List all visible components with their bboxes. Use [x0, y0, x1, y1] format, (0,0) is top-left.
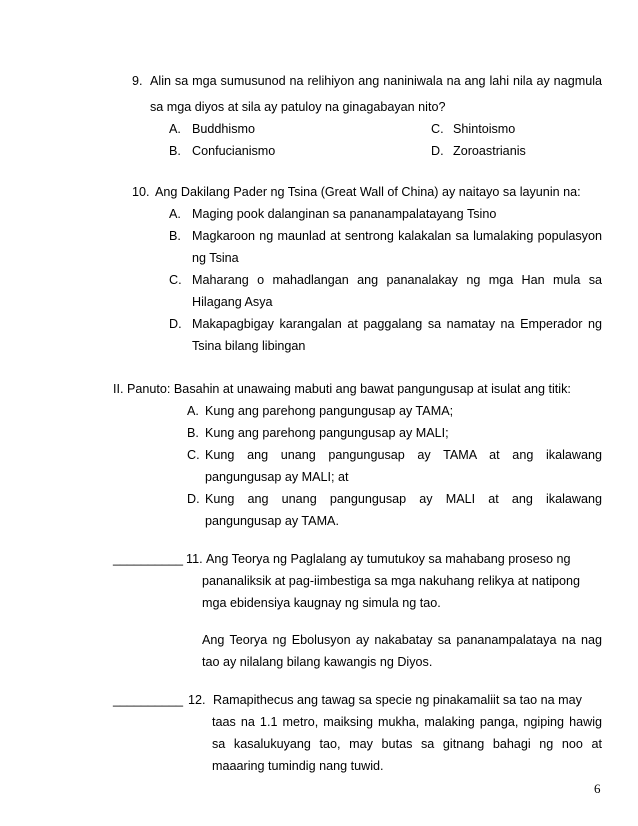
q10-option-d-text-line1: Makapagbigay karangalan at paggalang sa namatay na Emperador ng [192, 317, 602, 331]
part2-choice-d-text-line1: Kung ang unang pangungusap ay MALI at ang ikalawang [205, 492, 602, 506]
q11-statement1-line3: mga ebidensiya kaugnay ng simula ng tao. [202, 596, 441, 610]
q10-option-c-text-line2: Hilagang Asya [192, 295, 273, 309]
q9-option-c-text: Shintoismo [453, 122, 516, 136]
q11-answer-blank: __________ [113, 552, 184, 566]
q12-line2: taas na 1.1 metro, maiksing mukha, malaking panga, ngiping hawig [212, 715, 602, 729]
q11-statement1-line1: Ang Teorya ng Paglalang ay tumutukoy sa mahabang proseso ng [206, 552, 571, 566]
q9-option-d-letter: D. [431, 144, 444, 158]
q9-question-line1: Alin sa mga sumusunod na relihiyon ang naniniwala na ang lahi nila ay nagmula [150, 74, 602, 88]
part2-choice-b-text: Kung ang parehong pangungusap ay MALI; [205, 426, 449, 440]
q12-number: 12. [188, 693, 206, 707]
q12-answer-blank: __________ [113, 693, 184, 707]
q10-option-d-text-line2: Tsina bilang libingan [192, 339, 306, 353]
q11-statement2-line2: tao ay nilalang bilang kawangis ng Diyos. [202, 655, 433, 669]
q10-option-a-letter: A. [169, 207, 181, 221]
part2-choice-a-letter: A. [187, 404, 199, 418]
q11-number: 11. [186, 552, 203, 566]
part2-choice-d-letter: D. [187, 492, 200, 506]
q9-option-a-letter: A. [169, 122, 181, 136]
q12-line4: maaaring tumindig nang tuwid. [212, 759, 384, 773]
q11-statement1-line2: pananaliksik at pag-iimbestiga sa mga nakuhang relikya at natipong [202, 574, 581, 588]
q10-option-b-text-line2: ng Tsina [192, 251, 239, 265]
q10-option-c-letter: C. [169, 273, 182, 287]
part2-choice-c-text-line2: pangungusap ay MALI; at [205, 470, 349, 484]
q9-number: 9. [132, 74, 143, 88]
part2-instruction: II. Panuto: Basahin at unawaing mabuti ang bawat pangungusap at isulat ang titik: [113, 382, 571, 396]
part2-choice-b-letter: B. [187, 426, 199, 440]
q9-option-d-text: Zoroastrianis [453, 144, 526, 158]
q9-option-b-text: Confucianismo [192, 144, 276, 158]
q12-line1: Ramapithecus ang tawag sa specie ng pinakamaliit sa tao na may [213, 693, 582, 707]
page-number: 6 [594, 781, 601, 796]
q12-line3: sa kasalukuyang tao, may butas sa gitnang bahagi ng noo at [212, 737, 602, 751]
part2-choice-a-text: Kung ang parehong pangungusap ay TAMA; [205, 404, 454, 418]
q10-number: 10. [132, 185, 150, 199]
q10-option-b-letter: B. [169, 229, 181, 243]
part2-choice-c-text-line1: Kung ang unang pangungusap ay TAMA at ang ikalawang [205, 448, 602, 462]
q10-option-b-text-line1: Magkaroon ng maunlad at sentrong kalakalan sa lumalaking populasyon [192, 229, 602, 243]
q9-option-a-text: Buddhismo [192, 122, 256, 136]
q11-statement2-line1: Ang Teorya ng Ebolusyon ay nakabatay sa pananampalataya na nag [202, 633, 602, 647]
q10-question: Ang Dakilang Pader ng Tsina (Great Wall of China) ay naitayo sa layunin na: [155, 185, 581, 199]
q9-option-c-letter: C. [431, 122, 444, 136]
q10-option-a-text: Maging pook dalanginan sa pananampalatayang Tsino [192, 207, 497, 221]
q9-question-line2: sa mga diyos at sila ay patuloy na ginagabayan nito? [150, 100, 446, 114]
q10-option-d-letter: D. [169, 317, 182, 331]
part2-choice-d-text-line2: pangungusap ay TAMA. [205, 514, 339, 528]
q9-option-b-letter: B. [169, 144, 181, 158]
q10-option-c-text-line1: Maharang o mahadlangan ang pananalakay ng mga Han mula sa [192, 273, 602, 287]
part2-choice-c-letter: C. [187, 448, 200, 462]
